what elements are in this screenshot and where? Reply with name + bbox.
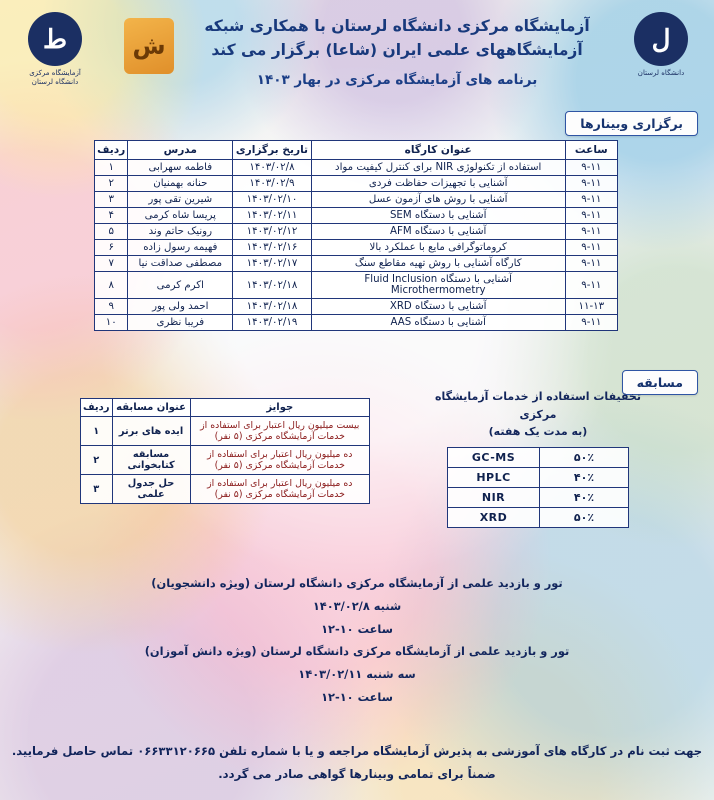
- table-row: [95, 315, 618, 331]
- contest-col-name: عنوان مسابقه: [112, 399, 190, 417]
- cell-date: ۱۴۰۳/۰۲/۱۸: [233, 272, 312, 299]
- cell-discount-device: HPLC: [448, 467, 540, 487]
- cell-no: ۱۰: [95, 315, 128, 331]
- cell-date: ۱۴۰۳/۰۲/۱۰: [233, 192, 312, 208]
- table-row: [95, 299, 618, 315]
- table-row: [95, 272, 618, 299]
- cell-prize: ده میلیون ریال اعتبار برای استفاده از خدمات آزمایشگاه مرکزی (۵ نفر): [190, 446, 369, 475]
- cell-presenter: فاطمه سهرابی: [128, 160, 233, 176]
- section-label-contest: مسابقه: [622, 370, 698, 395]
- cell-presenter: مصطفی صداقت نیا: [128, 256, 233, 272]
- table-row: [81, 417, 370, 446]
- cell-title: استفاده از تکنولوژی NIR برای کنترل کیفیت مواد: [311, 160, 565, 176]
- central-lab-logo: [10, 12, 100, 87]
- webinars-col-date: تاریخ برگزاری: [233, 141, 312, 160]
- contest-table: [80, 398, 370, 504]
- cell-time: ۹-۱۱: [565, 176, 617, 192]
- cell-discount-percent: ۴۰٪: [540, 467, 629, 487]
- cell-time: ۹-۱۱: [565, 192, 617, 208]
- table-row: [81, 446, 370, 475]
- cell-time: ۹-۱۱: [565, 224, 617, 240]
- cell-title: آشنایی با دستگاه SEM: [311, 208, 565, 224]
- cell-contest-name: مسابقه کتابخوانی: [112, 446, 190, 475]
- university-logo-caption: دانشگاه لرستان: [637, 69, 685, 77]
- discount-section: [422, 388, 654, 528]
- cell-title: آشنایی با تجهیزات حفاظت فردی: [311, 176, 565, 192]
- webinars-header-row: [95, 141, 618, 160]
- header-title-line1: آزمایشگاه مرکزی دانشگاه لرستان با همکاری شبکه: [204, 17, 590, 35]
- tour-line-2: شنبه ۱۴۰۳/۰۲/۸: [312, 598, 402, 613]
- cell-time: ۹-۱۱: [565, 315, 617, 331]
- contest-col-prize: جوایز: [190, 399, 369, 417]
- tour-line-3: ساعت ۱۰-۱۲: [321, 621, 393, 636]
- footer-registration-note: جهت ثبت نام در کارگاه های آموزشی به پذیرش آزمایشگاه مراجعه و یا با شماره تلفن ۰۶۶۳۳۱۲۰۶۶۵ تماس حاصل فرمایید.: [11, 743, 703, 758]
- tour-line-6: ساعت ۱۰-۱۲: [321, 690, 393, 705]
- cell-title: کروماتوگرافی مایع با عملکرد بالا: [311, 240, 565, 256]
- webinars-col-presenter: مدرس: [128, 141, 233, 160]
- cell-time: ۱۱-۱۳: [565, 299, 617, 315]
- cell-no: ۸: [95, 272, 128, 299]
- table-row: [448, 507, 629, 527]
- cell-presenter: پریسا شاه کرمی: [128, 208, 233, 224]
- cell-discount-percent: ۴۰٪: [540, 487, 629, 507]
- central-lab-logo-icon: ط: [28, 12, 82, 66]
- table-row: [448, 447, 629, 467]
- cell-presenter: فهیمه رسول زاده: [128, 240, 233, 256]
- cell-no: ۱: [81, 417, 113, 446]
- cell-date: ۱۴۰۳/۰۲/۱۶: [233, 240, 312, 256]
- tour-line-5: سه شنبه ۱۴۰۳/۰۲/۱۱: [298, 667, 416, 682]
- cell-time: ۹-۱۱: [565, 208, 617, 224]
- cell-time: ۹-۱۱: [565, 272, 617, 299]
- cell-presenter: اکرم کرمی: [128, 272, 233, 299]
- cell-no: ۳: [95, 192, 128, 208]
- cell-date: ۱۴۰۳/۰۲/۱۷: [233, 256, 312, 272]
- cell-time: ۹-۱۱: [565, 256, 617, 272]
- cell-prize: ده میلیون ریال اعتبار برای استفاده از خدمات آزمایشگاه مرکزی (۵ نفر): [190, 475, 369, 504]
- footer-certificate-note: ضمناً برای تمامی وبینارها گواهی صادر می گردد.: [218, 766, 496, 781]
- table-row: [95, 256, 618, 272]
- university-logo: [616, 12, 706, 78]
- cell-title: آشنایی با دستگاه AFM: [311, 224, 565, 240]
- header-title-line2: آزمایشگاههای علمی ایران (شاعا) برگزار می کند: [211, 41, 583, 60]
- webinars-col-title: عنوان کارگاه: [311, 141, 565, 160]
- table-row: [95, 176, 618, 192]
- cell-date: ۱۴۰۳/۰۲/۱۹: [233, 315, 312, 331]
- cell-date: ۱۴۰۳/۰۲/۹: [233, 176, 312, 192]
- cell-date: ۱۴۰۳/۰۲/۱۲: [233, 224, 312, 240]
- table-row: [95, 192, 618, 208]
- contest-header-row: [81, 399, 370, 417]
- header-subtitle: برنامه های آزمایشگاه مرکزی در بهار ۱۴۰۳: [256, 72, 538, 89]
- tour-line-4: تور و بازدید علمی از آزمایشگاه مرکزی دانشگاه لرستان (ویژه دانش آموزان): [144, 644, 570, 659]
- cell-no: ۳: [81, 475, 113, 504]
- webinars-col-no: ردیف: [95, 141, 128, 160]
- cell-discount-device: NIR: [448, 487, 540, 507]
- cell-no: ۶: [95, 240, 128, 256]
- poster-header: [6, 8, 708, 108]
- cell-presenter: رونیک حاتم وند: [128, 224, 233, 240]
- footer-section: [10, 740, 704, 786]
- discount-table: [447, 447, 629, 528]
- discount-title: [422, 388, 654, 441]
- cell-discount-device: XRD: [448, 507, 540, 527]
- cell-title: آشنایی با دستگاه AAS: [311, 315, 565, 331]
- table-row: [95, 160, 618, 176]
- cell-title: کارگاه آشنایی با روش تهیه مقاطع سنگ: [311, 256, 565, 272]
- cell-date: ۱۴۰۳/۰۲/۱۱: [233, 208, 312, 224]
- cell-presenter: احمد ولی پور: [128, 299, 233, 315]
- header-text-block: [186, 14, 608, 88]
- central-lab-logo-caption: آزمایشگاه مرکزی دانشگاه لرستان: [29, 69, 81, 87]
- cell-date: ۱۴۰۳/۰۲/۱۸: [233, 299, 312, 315]
- shaa-network-logo: [118, 18, 180, 74]
- table-row: [95, 240, 618, 256]
- cell-contest-name: حل جدول علمی: [112, 475, 190, 504]
- table-row: [448, 487, 629, 507]
- table-row: [95, 224, 618, 240]
- table-row: [81, 475, 370, 504]
- shaa-logo-icon: ش: [124, 18, 174, 74]
- cell-discount-percent: ۵۰٪: [540, 507, 629, 527]
- cell-date: ۱۴۰۳/۰۲/۸: [233, 160, 312, 176]
- cell-no: ۱: [95, 160, 128, 176]
- cell-prize: بیست میلیون ریال اعتبار برای استفاده از خدمات آزمایشگاه مرکزی (۵ نفر): [190, 417, 369, 446]
- cell-presenter: فریبا نظری: [128, 315, 233, 331]
- tour-section: [0, 572, 714, 709]
- tour-line-1: تور و بازدید علمی از آزمایشگاه مرکزی دانشگاه لرستان (ویژه دانشجویان): [151, 576, 563, 590]
- table-row: [95, 208, 618, 224]
- cell-no: ۹: [95, 299, 128, 315]
- contest-col-no: ردیف: [81, 399, 113, 417]
- cell-contest-name: ایده های برتر: [112, 417, 190, 446]
- cell-title: آشنایی با دستگاه XRD: [311, 299, 565, 315]
- webinars-col-time: ساعت: [565, 141, 617, 160]
- university-logo-icon: ل: [634, 12, 688, 66]
- cell-title: آشنایی با دستگاه Fluid Inclusion Microthermometry: [311, 272, 565, 299]
- cell-discount-percent: ۵۰٪: [540, 447, 629, 467]
- cell-no: ۴: [95, 208, 128, 224]
- cell-discount-device: GC-MS: [448, 447, 540, 467]
- cell-no: ۵: [95, 224, 128, 240]
- cell-no: ۲: [95, 176, 128, 192]
- cell-time: ۹-۱۱: [565, 240, 617, 256]
- cell-time: ۹-۱۱: [565, 160, 617, 176]
- discount-title-line2: (به مدت یک هفته): [488, 425, 588, 439]
- webinars-table: [94, 140, 618, 331]
- table-row: [448, 467, 629, 487]
- discount-title-line1: تخفیفات استفاده از خدمات آزمایشگاه مرکزی: [435, 390, 641, 421]
- section-label-webinars: برگزاری وبینارها: [565, 111, 698, 136]
- cell-presenter: شیرین تقی پور: [128, 192, 233, 208]
- cell-no: ۲: [81, 446, 113, 475]
- cell-title: آشنایی با روش های آزمون عسل: [311, 192, 565, 208]
- cell-presenter: حنانه بهمنیان: [128, 176, 233, 192]
- cell-no: ۷: [95, 256, 128, 272]
